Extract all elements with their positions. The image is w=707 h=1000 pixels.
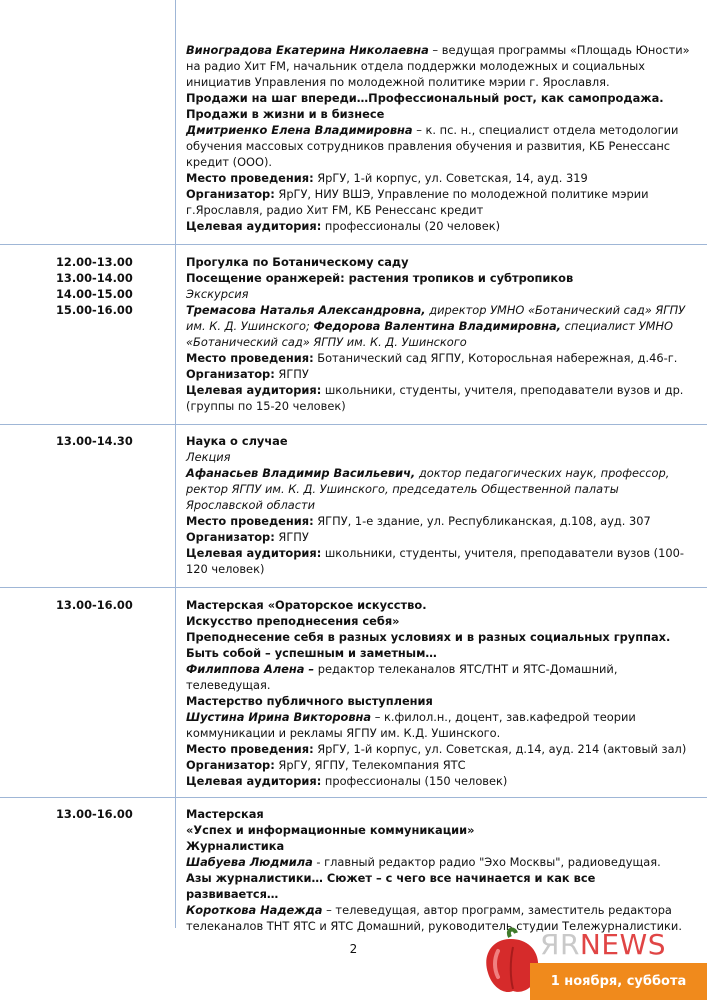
text-run-i: доктор педагогических наук, профессор, ректор ЯГПУ им. К. Д. Ушинского, председатель Общественной палаты Ярославской области [186,466,670,512]
text-run: редактор телеканалов ЯТС/ТНТ и ЯТС-Домашний, телеведущая. [186,662,618,692]
time-slots [56,254,133,318]
text-run: школьники, студенты, учителя, преподаватели вузов (100-120 человек) [186,546,684,576]
text-run-b: Преподнесение себя в разных условиях и в разных социальных группах. [186,630,671,644]
event-line [186,709,691,741]
time-slot: 13.00-14.00 [56,271,133,285]
text-run: ЯГПУ [274,367,309,381]
event-line [186,122,691,170]
event-line [186,186,691,218]
text-run: Ботанический сад ЯГПУ, Которосльная набережная, д.46-г. [313,351,678,365]
event-line [186,433,691,449]
text-run-bi: Тремасова Наталья Александровна, [186,303,426,317]
text-run-b: Искусство преподнесения себя» [186,614,400,628]
text-run-b: Продажи на шаг впереди…Профессиональный рост, как самопродажа. Продажи в жизни и в бизнесе [186,91,664,121]
event-line [186,545,691,577]
text-run: ЯрГУ, 1-й корпус, ул. Советская, 14, ауд. 319 [313,171,588,185]
event-description [186,433,691,577]
text-run-b: Целевая аудитория: [186,383,322,397]
row-divider [0,797,707,798]
event-line [186,302,691,350]
event-description [186,597,691,789]
text-run-b: «Успех и информационные коммуникации» [186,823,475,837]
text-run-i: Лекция [186,450,231,464]
yarnews-logo [480,925,707,1000]
time-slots [56,433,133,449]
time-slot: 13.00-14.30 [56,434,133,448]
event-line [186,170,691,186]
event-line [186,741,691,757]
event-line [186,465,691,513]
event-line [186,449,691,465]
text-run-b: Мастерская [186,807,264,821]
column-divider [175,0,176,928]
event-line [186,90,691,122]
event-description [186,42,691,234]
text-run: ЯрГУ, НИУ ВШЭ, Управление по молодежной политике мэрии г.Ярославля, радио Хит FM, КБ Ренессанс кредит [186,187,649,217]
text-run-b: Организатор: [186,530,275,544]
text-run-b: Журналистика [186,839,285,853]
event-line [186,838,691,854]
text-run: профессионалы (20 человек) [321,219,501,233]
text-run: - главный редактор радио "Эхо Москвы", радиоведущая. [312,855,661,869]
event-line [186,806,691,822]
event-line [186,350,691,366]
text-run-b: Целевая аудитория: [186,774,322,788]
text-run-b: Мастерство публичного выступления [186,694,433,708]
text-run: – к. пс. н., специалист отдела методологии обучения массовых сотрудников правления обучения и развития, КБ Ренессанс кредит (ООО). [186,123,679,169]
event-line [186,661,691,693]
text-run-b: Быть собой – успешным и заметным… [186,646,437,660]
text-run-i: директор УМНО «Ботанический сад» ЯГПУ им. К. Д. Ушинского; [186,303,686,333]
text-run-bi: Афанасьев Владимир Васильевич, [186,466,416,480]
event-line [186,645,691,661]
event-line [186,366,691,382]
event-line [186,218,691,234]
text-run: ЯГПУ [274,530,309,544]
text-run-b: Организатор: [186,367,275,381]
text-run-bi: Короткова Надежда [186,903,323,917]
text-run-bi: Виноградова Екатерина Николаевна [186,43,429,57]
event-line [186,42,691,90]
page-number: 2 [349,942,358,956]
time-slot: 14.00-15.00 [56,287,133,301]
text-run-b: Место проведения: [186,514,314,528]
text-run-b: Целевая аудитория: [186,546,322,560]
row-divider [0,587,707,588]
brand-news: NEWS [579,928,667,961]
event-line [186,270,691,286]
text-run-b: Место проведения: [186,171,314,185]
text-run-i: Экскурсия [186,287,249,301]
text-run: – к.филол.н., доцент, зав.кафедрой теории коммуникации и рекламы ЯГПУ им. К.Д. Ушинского. [186,710,636,740]
event-line [186,529,691,545]
text-run-b: Место проведения: [186,351,314,365]
text-run-b: Наука о случае [186,434,288,448]
text-run-b: Мастерская «Ораторское искусство. [186,598,427,612]
text-run: школьники, студенты, учителя, преподаватели вузов и др. (группы по 15-20 человек) [186,383,684,413]
row-divider [0,424,707,425]
row-divider [0,244,707,245]
event-description [186,254,691,414]
time-slot: 13.00-16.00 [56,807,133,821]
text-run: – ведущая программы «Площадь Юности» на радио Хит FM, начальник отдела поддержки молодежных и социальных инициатив Управления по молодежной политике мэрии г. Ярославля. [186,43,690,89]
event-line [186,286,691,302]
event-line [186,254,691,270]
text-run: – телеведущая, автор программ, заместитель редактора телеканалов ТНТ ЯТС и ЯТС Домашний, руководитель студии Тележурналистики. [186,903,682,933]
event-line [186,757,691,773]
text-run-bi: Шустина Ирина Викторовна [186,710,372,724]
event-description [186,806,691,934]
event-line [186,870,691,902]
event-line [186,613,691,629]
event-line [186,854,691,870]
event-line [186,773,691,789]
brand-yar: ЯR [540,928,580,961]
text-run: ЯрГУ, ЯГПУ, Телекомпания ЯТС [274,758,466,772]
brand-wordmark [540,929,666,961]
text-run-bi: Федорова Валентина Владимировна, [313,319,562,333]
time-slots [56,597,133,613]
text-run-b: Организатор: [186,187,275,201]
event-line [186,693,691,709]
text-run-b: Азы журналистики… Сюжет – с чего все начинается и как все развивается… [186,871,596,901]
text-run: ЯГПУ, 1-е здание, ул. Республиканская, д.108, ауд. 307 [313,514,651,528]
text-run-b: Целевая аудитория: [186,219,322,233]
time-slot: 12.00-13.00 [56,255,133,269]
event-line [186,822,691,838]
text-run-i: специалист УМНО «Ботанический сад» ЯГПУ им. К. Д. Ушинского [186,319,673,349]
text-run: ЯрГУ, 1-й корпус, ул. Советская, д.14, ауд. 214 (актовый зал) [313,742,687,756]
text-run-b: Прогулка по Ботаническому саду [186,255,409,269]
date-badge: 1 ноября, суббота [530,963,707,1000]
text-run-bi: Дмитриенко Елена Владимировна [186,123,413,137]
time-slots [56,806,133,822]
time-slot: 15.00-16.00 [56,303,133,317]
text-run: профессионалы (150 человек) [321,774,508,788]
event-line [186,629,691,645]
text-run-b: Место проведения: [186,742,314,756]
event-line [186,382,691,414]
text-run-bi: Шабуева Людмила [186,855,313,869]
event-line [186,597,691,613]
text-run-b: Посещение оранжерей: растения тропиков и субтропиков [186,271,574,285]
text-run-bi: Филиппова Алена – [186,662,315,676]
text-run-b: Организатор: [186,758,275,772]
event-line [186,513,691,529]
time-slot: 13.00-16.00 [56,598,133,612]
